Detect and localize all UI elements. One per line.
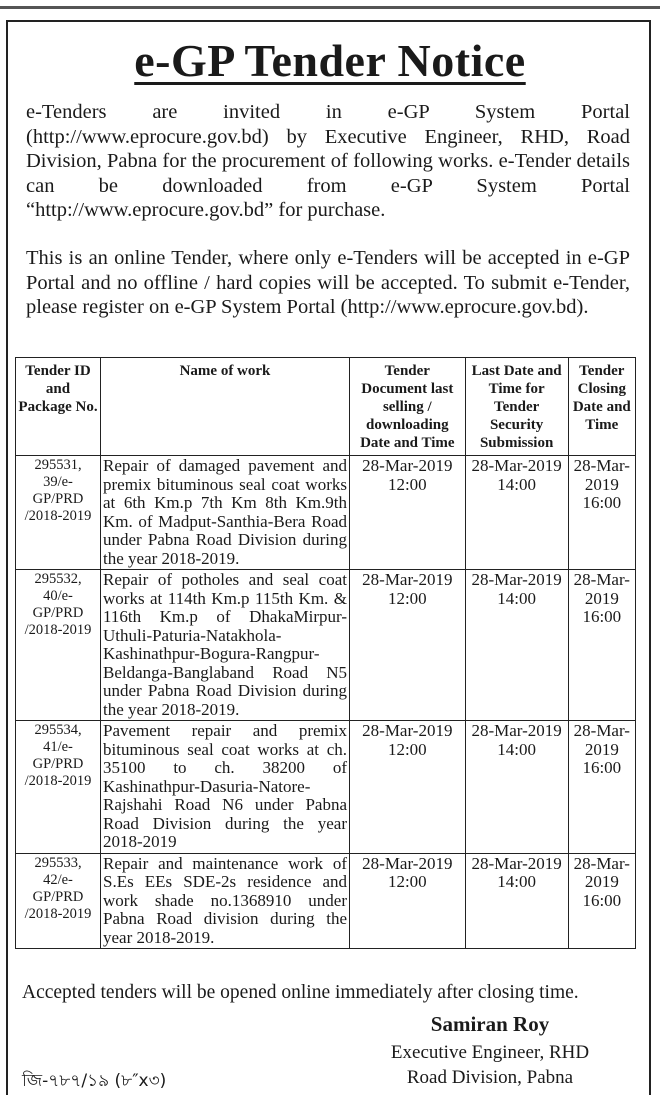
opening-note: Accepted tenders will be opened online immediately after closing time.	[22, 982, 579, 1003]
security-date: 28-Mar-2019 14:00	[465, 456, 568, 570]
tender-id: 295532, 40/e-GP/PRD /2018-2019	[16, 570, 101, 721]
header-name-of-work: Name of work	[101, 358, 350, 456]
notice-title: e-GP Tender Notice	[134, 35, 526, 86]
signatory-title: Executive Engineer, RHD	[390, 1042, 590, 1063]
tender-id: 295533, 42/e-GP/PRD /2018-2019	[16, 853, 101, 949]
work-name: Repair of potholes and seal coat works at 114th Km.p 115th Km. & 116th Km.p of DhakaMirpur-Uthuli-Paturia-Natakhola-Kashinathpur-Bogura-Rangpur-Beldanga-Banglaband Road N5 under Pabna Road Division during the year 2018-2019.	[101, 570, 350, 721]
header-closing-date: Tender Closing Date and Time	[568, 358, 635, 456]
closing-date: 28-Mar-2019 16:00	[568, 570, 635, 721]
tender-table	[15, 357, 636, 949]
signatory-name: Samiran Roy	[430, 1012, 550, 1036]
closing-date: 28-Mar-2019 16:00	[568, 456, 635, 570]
security-date: 28-Mar-2019 14:00	[465, 570, 568, 721]
closing-date: 28-Mar-2019 16:00	[568, 721, 635, 854]
gd-code: জি-৭৮৭/১৯ (৮″x৩)	[22, 1071, 167, 1091]
tender-id: 295531, 39/e-GP/PRD /2018-2019	[16, 456, 101, 570]
table-header-row	[16, 358, 636, 456]
document-date: 28-Mar-2019 12:00	[350, 721, 466, 854]
security-date: 28-Mar-2019 14:00	[465, 721, 568, 854]
security-date: 28-Mar-2019 14:00	[465, 853, 568, 949]
top-rule	[0, 6, 660, 9]
signatory-office: Road Division, Pabna	[406, 1067, 574, 1088]
closing-date: 28-Mar-2019 16:00	[568, 853, 635, 949]
header-security-date: Last Date and Time for Tender Security Submission	[465, 358, 568, 456]
table-row	[16, 570, 636, 721]
table-row	[16, 456, 636, 570]
document-date: 28-Mar-2019 12:00	[350, 853, 466, 949]
table-row	[16, 853, 636, 949]
document-date: 28-Mar-2019 12:00	[350, 570, 466, 721]
online-tender-paragraph: This is an online Tender, where only e-Tenders will be accepted in e-GP Portal and no offline / hard copies will be accepted. To submit e-Tender, please register on e-GP System Portal (http://www.eprocure.gov.bd).	[26, 247, 630, 318]
intro-paragraph: e-Tenders are invited in e-GP System Portal (http://www.eprocure.gov.bd) by Executive Engineer, RHD, Road Division, Pabna for the procurement of following works. e-Tender details can be downloaded from e-GP System Portal “http://www.eprocure.gov.bd” for purchase.	[26, 101, 630, 221]
work-name: Repair of damaged pavement and premix bituminous seal coat works at 6th Km.p 7th Km 8th Km.9th Km. of Madput-Santhia-Bera Road under Pabna Road Division during the year 2018-2019.	[101, 456, 350, 570]
table-row	[16, 721, 636, 854]
header-tender-id: Tender ID and Package No.	[16, 358, 101, 456]
header-document-date: Tender Document last selling / downloading Date and Time	[350, 358, 466, 456]
document-date: 28-Mar-2019 12:00	[350, 456, 466, 570]
tender-id: 295534, 41/e-GP/PRD /2018-2019	[16, 721, 101, 854]
work-name: Repair and maintenance work of S.Es EEs SDE-2s residence and work shade no.1368910 under Pabna Road division during the year 2018-2019.	[101, 853, 350, 949]
work-name: Pavement repair and premix bituminous seal coat works at ch. 35100 to ch. 38200 of Kashinathpur-Dasuria-Natore-Rajshahi Road N6 under Pabna Road Division during the year 2018-2019	[101, 721, 350, 854]
